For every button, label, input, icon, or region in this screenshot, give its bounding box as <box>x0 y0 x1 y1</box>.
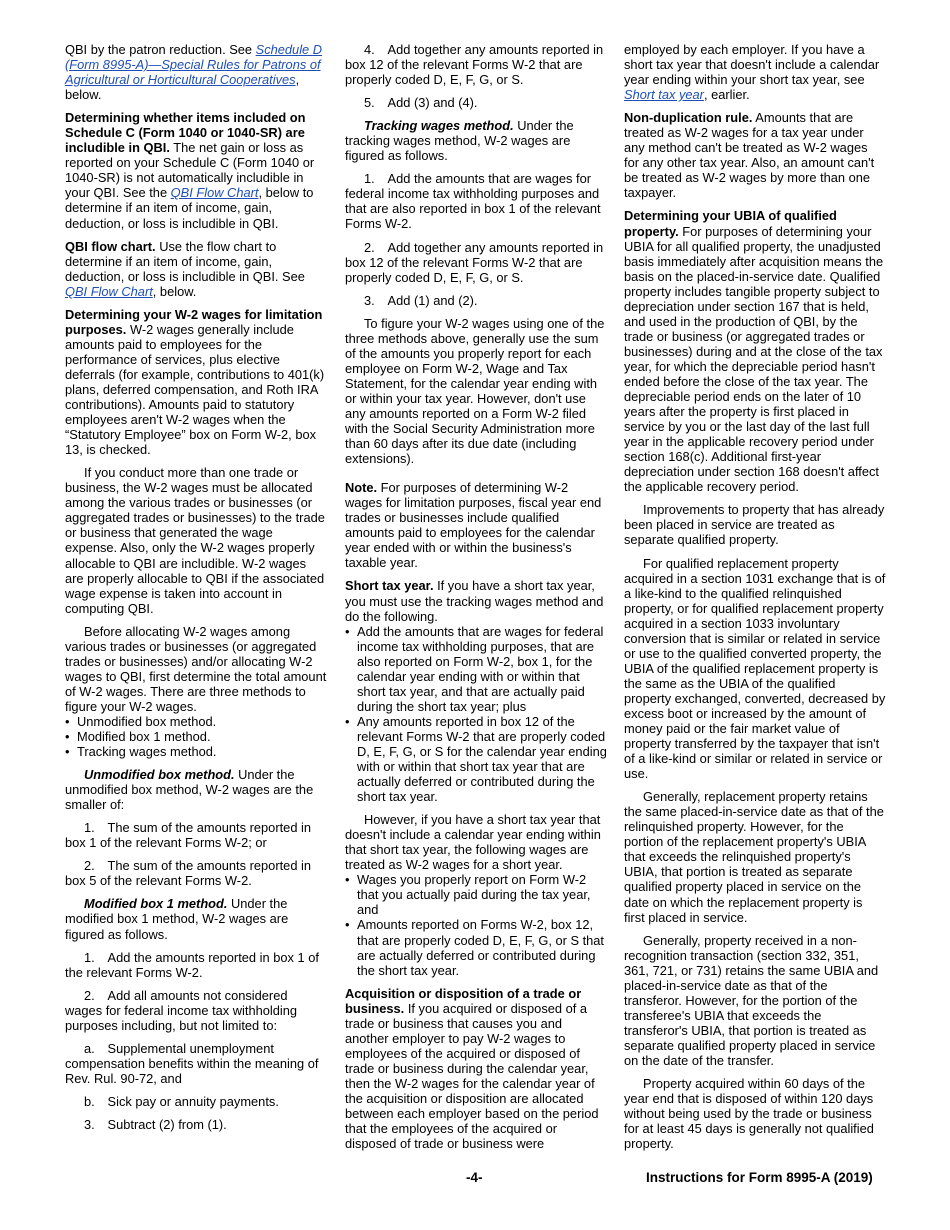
list-item: 1. Add the amounts reported in box 1 of the relevant Forms W-2. <box>65 949 319 980</box>
section-heading: Non-duplication rule. <box>624 110 753 126</box>
qbi-flow-chart-link[interactable]: QBI Flow Chart <box>65 283 153 299</box>
subsection-heading: Unmodified box method. <box>84 767 235 783</box>
section-heading: Note. <box>345 480 378 496</box>
paragraph: Generally, replacement property retains the same placed-in-service date as that of the relinquished property. However, for the portion of the replacement property's UBIA that exceeds the relinquished property's UBIA, that portion is treated as separate qualified property placed in service on the date on which the replacement property is first placed in service. <box>624 789 884 925</box>
paragraph: Generally, property received in a non-recognition transaction (section 332, 351, 361, 721, or 731) retains the same UBIA and placed-in-service date as that of the transferor. However, for the portion of the transferee's UBIA that exceeds the transferor's UBIA, that portion is treated as separate qualified property placed in service on the date of the transfer. <box>624 932 879 1068</box>
list-item: b. Sick pay or annuity payments. <box>84 1093 279 1109</box>
paragraph: Determining whether items included on Schedule C (Form 1040 or 1040-SR) are includible in QBI. The net gain or loss as reported on your Schedule C (Form 1040 or 1040-SR) is not automatically includible in your QBI. See the QBI Flow Chart, below to determine if an item of income, gain, deduction, or loss is includible in QBI. <box>65 110 315 231</box>
subsection-heading: Tracking wages method. <box>364 118 514 134</box>
section-heading: Determining your W-2 wages for limitation purposes. <box>65 306 323 337</box>
paragraph: Unmodified box method. Under the unmodified box method, W-2 wages are the smaller of: <box>65 767 314 813</box>
paragraph: Tracking wages method. Under the tracking wages method, W-2 wages are figured as follows. <box>345 118 574 164</box>
paragraph: Determining your W-2 wages for limitation purposes. W-2 wages generally include amounts paid to employees for the performance of services, plus elective deferrals (for example, contributions to 401(k) plans, deferred compensation, and Roth IRA contributions). Amounts paid to statutory employees aren't W-2 wages when the “Statutory Employee” box on Form W-2, box 13, is checked. <box>65 306 325 458</box>
bullet-item: • Wages you properly report on Form W-2 that you actually paid during the tax year, and <box>345 872 607 917</box>
paragraph: employed by each employer. If you have a short tax year that doesn't include a calendar year ending within your short tax year, see Short tax year, earlier. <box>624 42 880 103</box>
bullet-item: • Unmodified box method. <box>65 714 327 729</box>
column-1 <box>65 42 327 1140</box>
schedule-d-link[interactable]: Schedule D (Form 8995-A)—Special Rules for Patrons of Agricultural or Horticultural Cooperatives <box>65 42 323 88</box>
paragraph: Modified box 1 method. Under the modified box 1 method, W-2 wages are figured as follows. <box>65 896 289 942</box>
list-item: 5. Add (3) and (4). <box>364 95 478 111</box>
section-heading: Determining whether items included on Schedule C (Form 1040 or 1040-SR) are includible in QBI. <box>65 110 306 156</box>
section-heading: Determining your UBIA of qualified property. <box>624 208 837 239</box>
list-item: 3. Add (1) and (2). <box>364 292 478 308</box>
paragraph: Before allocating W-2 wages among various trades or businesses (or aggregated trades or businesses) and/or allocating W-2 wages to QBI, first determine the total amount of W-2 wages. There are three methods to figure your W-2 wages. <box>65 623 327 714</box>
section-heading: QBI flow chart. <box>65 238 156 254</box>
list-item: 2. Add all amounts not considered wages for federal income tax withholding purposes including, but not limited to: <box>65 987 298 1033</box>
list-item: 2. The sum of the amounts reported in box 5 of the relevant Forms W-2. <box>65 858 312 889</box>
list-item: 2. Add together any amounts reported in box 12 of the relevant Forms W-2 that are properly coded D, E, F, G, or S. <box>345 239 604 285</box>
paragraph: Acquisition or disposition of a trade or business. If you acquired or disposed of a trade or business that causes you and another employer to pay W-2 wages to employees of the acquired or disposed of trade or business during the calendar year, then the W-2 wages for the calendar year of the acquisition or disposition are allocated between each employer based on the period that the employees of the acquired or disposed of trade or business were <box>345 985 599 1152</box>
paragraph: Non-duplication rule. Amounts that are treated as W-2 wages for a tax year under any method can't be treated as W-2 wages for any other tax year. Also, an amount can't be treated as W-2 wages by more than one taxpayer. <box>624 110 875 201</box>
short-tax-year-link[interactable]: Short tax year <box>624 87 704 103</box>
list-item: a. Supplemental unemployment compensation benefits within the meaning of Rev. Rul. 90-72, and <box>65 1040 319 1086</box>
paragraph: Determining your UBIA of qualified property. For purposes of determining your UBIA for all qualified property, the unadjusted basis immediately after acquisition means the basis on the placed-in-service date. Qualified property includes tangible property subject to depreciation under section 167 that is held, and used in the production of QBI, by the trade or business (or aggregated trades or businesses) during and at the close of the tax year, for which the depreciable period hasn't ended before the close of the tax year. The depreciable period ends on the later of 10 years after the property is first placed in service by you or the last day of the last full year in the applicable recovery period under section 168(c). Additional first-year depreciation under section 168 doesn't affect the applicable recovery period. <box>624 208 884 495</box>
paragraph: However, if you have a short tax year that doesn't include a calendar year ending within that short tax year, the following wages are treated as W-2 wages for a short year. <box>345 812 601 873</box>
subsection-heading: Modified box 1 method. <box>84 896 228 912</box>
list-item: 3. Subtract (2) from (1). <box>84 1117 227 1132</box>
list-item: 1. Add the amounts that are wages for federal income tax withholding purposes and that are also reported in box 1 of the relevant Forms W-2. <box>345 171 601 232</box>
paragraph: Property acquired within 60 days of the year end that is disposed of within 120 days without being used by the trade or business for at least 45 days is generally not qualified property. <box>624 1076 874 1152</box>
column-3 <box>624 42 886 1159</box>
bullet-item: • Add the amounts that are wages for federal income tax withholding purposes, that are also reported on Form W-2, box 1, for the calendar year ending with or within that short tax year, and that are actually paid during the short tax year; plus <box>345 624 607 714</box>
page-number: -4- <box>466 1170 483 1185</box>
paragraph: Note. For purposes of determining W-2 wages for limitation purposes, fiscal year end trades or businesses include qualified amounts paid to employees for the calendar year ended with or within the business's taxable year. <box>345 480 602 571</box>
paragraph: If you conduct more than one trade or business, the W-2 wages must be allocated among the various trades or businesses (or aggregated trades or businesses) to the trade or business that generated the wage expense. Also, only the W-2 wages properly allocable to QBI are includible. W-2 wages are properly allocable to QBI if the associated wage expense is taken into account in computing QBI. <box>65 465 325 616</box>
qbi-flow-chart-link[interactable]: QBI Flow Chart <box>170 185 259 201</box>
section-heading: Acquisition or disposition of a trade or business. <box>345 985 582 1016</box>
paragraph: For qualified replacement property acquired in a section 1031 exchange that is of a like-kind to the qualified relinquished property, or for qualified replacement property acquired in a section 1033 involuntary conversion that is similar or related in service or use to the qualified converted property, the UBIA of the qualified replacement property is the same as the UBIA of the qualified property exchanged, converted, decreased by excess boot or increased by the amount of money paid or the fair market value of property transferred by the taxpayer that isn't of a like-kind or similar or related in service or use. <box>624 555 886 782</box>
list-item: 1. The sum of the amounts reported in box 1 of the relevant Forms W-2; or <box>65 820 312 851</box>
column-2 <box>345 42 607 1159</box>
bullet-item: • Amounts reported on Forms W-2, box 12, that are properly coded D, E, F, G, or S that are actually deferred or contributed during the short tax year. <box>345 917 607 977</box>
bullet-item: • Modified box 1 method. <box>65 729 327 744</box>
paragraph: QBI flow chart. Use the flow chart to determine if an item of income, gain, deduction, or loss is includible in QBI. See QBI Flow Chart, below. <box>65 238 305 299</box>
paragraph: Short tax year. If you have a short tax year, you must use the tracking wages method and do the following. <box>345 578 604 624</box>
paragraph: To figure your W-2 wages using one of the three methods above, generally use the sum of the amounts you properly report for each employee on Form W-2, Wage and Tax Statement, for the calendar year ending with or within your tax year. However, don't use any amounts reported on a Form W-2 filed with the Social Security Administration more than 60 days after its due date (including extensions). <box>345 315 605 467</box>
paragraph: QBI by the patron reduction. See Schedule D (Form 8995-A)—Special Rules for Patrons of Agricultural or Horticultural Cooperatives, below. <box>65 42 323 103</box>
paragraph: Improvements to property that has already been placed in service are treated as separate qualified property. <box>624 502 885 548</box>
section-heading: Short tax year. <box>345 578 434 594</box>
list-item: 4. Add together any amounts reported in box 12 of the relevant Forms W-2 that are properly coded D, E, F, G, or S. <box>345 42 604 88</box>
footer-title: Instructions for Form 8995-A (2019) <box>646 1170 873 1185</box>
bullet-item: • Tracking wages method. <box>65 744 327 759</box>
bullet-item: • Any amounts reported in box 12 of the relevant Forms W-2 that are properly coded D, E, F, G, or S for the calendar year ending with or within that short tax year that are actually deferred or contributed during the short tax year. <box>345 714 607 804</box>
